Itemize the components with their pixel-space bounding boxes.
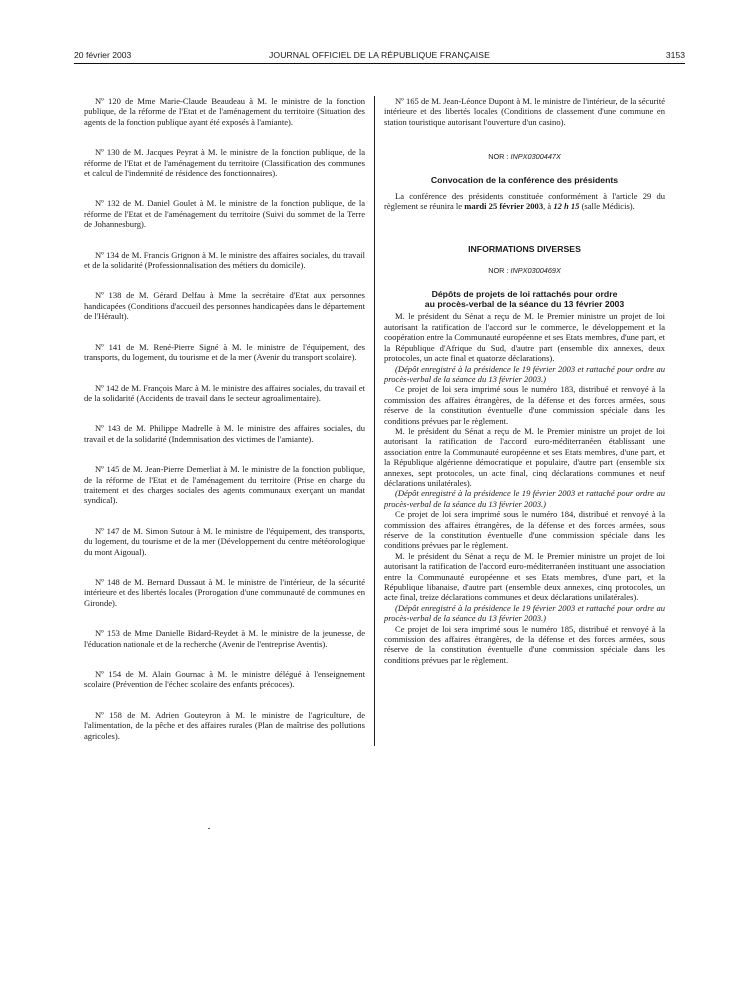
convocation-date: mardi 25 février 2003 (464, 201, 544, 212)
page-header (74, 50, 685, 64)
body-paragraph: Ce projet de loi sera imprimé sous le numéro 184, distribué et renvoyé à la commission des affaires étrangères, de la défense et des forces armées, sous réserve de la constitution éventuelle d'une commission spéciale dans les conditions prévues par le règlement. (384, 509, 665, 551)
convocation-text: La conférence des présidents constituée conformément à l'article 29 du règlement se réunira le mardi 25 février 2003, à 12 h 15 (salle Médicis). (384, 191, 665, 212)
header-rule (74, 63, 685, 64)
page-number: 3153 (665, 50, 685, 60)
convocation-title: Convocation de la conférence des présidents (430, 174, 619, 185)
nor-label: NOR : (488, 266, 509, 276)
body-paragraph: Ce projet de loi sera imprimé sous le numéro 185, distribué et renvoyé à la commission des affaires étrangères, de la défense et des forces armées, sous réserve de la constitution éventuelle d'une commission spéciale dans les conditions prévues par le règlement. (384, 623, 665, 665)
deposit-note: (Dépôt enregistré à la présidence le 19 février 2003 et rattaché pour ordre au procès-verbal de la séance du 13 février 2003.) (384, 488, 665, 509)
body-paragraph: M. le président du Sénat a reçu de M. le Premier ministre un projet de loi autorisant la ratification de l'accord euro-méditerranéen établissant une association entre la Communauté européenne et ses Etats membres, d'une part, et la République algérienne démocratique et populaire, d'autre part (ensemble six annexes, sept protocoles, un acte final, cinq déclarations communes et neuf déclarations unilatérales). (384, 425, 665, 488)
question-entry: Nº 134 de M. Francis Grignon à M. le ministre des affaires sociales, du travail et de la solidarité (Professionnalisation des métiers du domicile). (84, 249, 365, 271)
deposit-note: (Dépôt enregistré à la présidence le 19 février 2003 et rattaché pour ordre au procès-verbal de la séance du 13 février 2003.) (384, 363, 665, 384)
depots-title: au procès-verbal de la séance du 13 février 2003 (424, 299, 625, 310)
question-entry: Nº 148 de M. Bernard Dussaut à M. le ministre de l'intérieur, de la sécurité intérieure et des libertés locales (Prorogation d'une communauté de communes en Gironde). (84, 576, 365, 608)
right-column (384, 96, 665, 665)
question-entry: Nº 130 de M. Jacques Peyrat à M. le ministre de la fonction publique, de la réforme de l'Etat et de l'aménagement du territoire (Classification des communes et calcul de l'indemnité de résidence des fonctionnaires). (84, 147, 365, 179)
nor-label: NOR : (488, 152, 509, 162)
question-entry: Nº 142 de M. François Marc à M. le ministre des affaires sociales, du travail et de la solidarité (Accidents de travail dans le secteur agroalimentaire). (84, 382, 365, 403)
question-entry: Nº 154 de M. Alain Gournac à M. le ministre délégué à l'enseignement scolaire (Prévention de l'échec scolaire des enfants précoces). (84, 669, 365, 690)
question-entry: Nº 141 de M. René-Pierre Signé à M. le ministre de l'équipement, des transports, du logement, du tourisme et de la mer (Avenir du transport scolaire). (84, 341, 365, 363)
journal-title: JOURNAL OFFICIEL DE LA RÉPUBLIQUE FRANÇAISE (269, 50, 490, 60)
column-divider (374, 96, 375, 746)
body-paragraph: M. le président du Sénat a reçu de M. le Premier ministre un projet de loi autorisant la ratification de l'accord sur le commerce, le développement et la coopération entre la Communauté européenne et ses Etats membres, d'une part, et la République d'Afrique du Sud, d'autre part (ensemble dix annexes, deux protocoles, un acte final et quatorze déclarations). (384, 311, 665, 364)
question-entry: Nº 120 de Mme Marie-Claude Beaudeau à M. le ministre de la fonction publique, de la réforme de l'Etat et de l'aménagement du territoire (Situation des agents de la fonction publique ayant été exposés à l'amiante). (84, 96, 365, 127)
nor-code: INPX0300469X (510, 266, 561, 276)
scan-mark (208, 828, 210, 829)
body-paragraph: M. le président du Sénat a reçu de M. le Premier ministre un projet de loi autorisant la ratification de l'accord euro-méditerranéen instituant une association entre la Communauté européenne et ses Etats membres, d'une part, et la République libanaise, d'autre part (ensemble deux annexes, cinq protocoles, un acte final, treize déclarations communes et deux déclarations unilatérales). (384, 550, 665, 603)
question-entry: Nº 147 de M. Simon Sutour à M. le ministre de l'équipement, des transports, du logement, du tourisme et de la mer (Développement du centre météorologique du mont Aigoual). (84, 525, 365, 557)
header-date: 20 février 2003 (74, 50, 132, 60)
question-entry: Nº 158 de M. Adrien Gouteyron à M. le ministre de l'agriculture, de l'alimentation, de la pêche et des affaires rurales (Plan de maîtrise des pollutions agricoles). (84, 709, 365, 741)
section-heading: INFORMATIONS DIVERSES (468, 243, 581, 254)
question-entry: Nº 153 de Mme Danielle Bidard-Reydet à M. le ministre de la jeunesse, de l'éducation nationale et de la recherche (Avenir de l'entreprise Aventis). (84, 628, 365, 649)
nor-reference (384, 266, 665, 276)
nor-reference (384, 152, 665, 162)
question-entry: Nº 145 de M. Jean-Pierre Demerliat à M. le ministre de la fonction publique, de la réforme de l'Etat et de l'aménagement du territoire (Prise en charge du traitement et des charges sociales des agents communaux exerçant un mandat syndical). (84, 464, 365, 506)
question-entry: Nº 132 de M. Daniel Goulet à M. le ministre de la fonction publique, de la réforme de l'Etat et de l'aménagement du territoire (Suivi du sommet de la Terre de Johannesburg). (84, 198, 365, 230)
deposit-note: (Dépôt enregistré à la présidence le 19 février 2003 et rattaché pour ordre au procès-verbal de la séance du 13 février 2003.) (384, 602, 665, 624)
convocation-time: 12 h 15 (553, 201, 580, 212)
body-paragraph: Ce projet de loi sera imprimé sous le numéro 183, distribué et renvoyé à la commission des affaires étrangères, de la défense et des forces armées, sous réserve de la constitution éventuelle d'une commission spéciale dans les conditions prévues par le règlement. (384, 384, 665, 426)
question-entry: Nº 143 de M. Philippe Madrelle à M. le ministre des affaires sociales, du travail et de la solidarité (Indemnisation des victimes de l'amiante). (84, 423, 365, 444)
nor-code: INPX0300447X (510, 152, 561, 162)
question-entry: Nº 165 de M. Jean-Léonce Dupont à M. le ministre de l'intérieur, de la sécurité intérieure et des libertés locales (Conditions de classement d'une commune en station touristique autorisant l'ouverture d'un casino). (384, 96, 665, 127)
left-column (84, 96, 365, 741)
question-entry: Nº 138 de M. Gérard Delfau à Mme la secrétaire d'Etat aux personnes handicapées (Conditions d'accueil des personnes handicapées dans le département de l'Hérault). (84, 290, 365, 322)
depots-title: Dépôts de projets de loi rattachés pour ordre (431, 288, 618, 299)
